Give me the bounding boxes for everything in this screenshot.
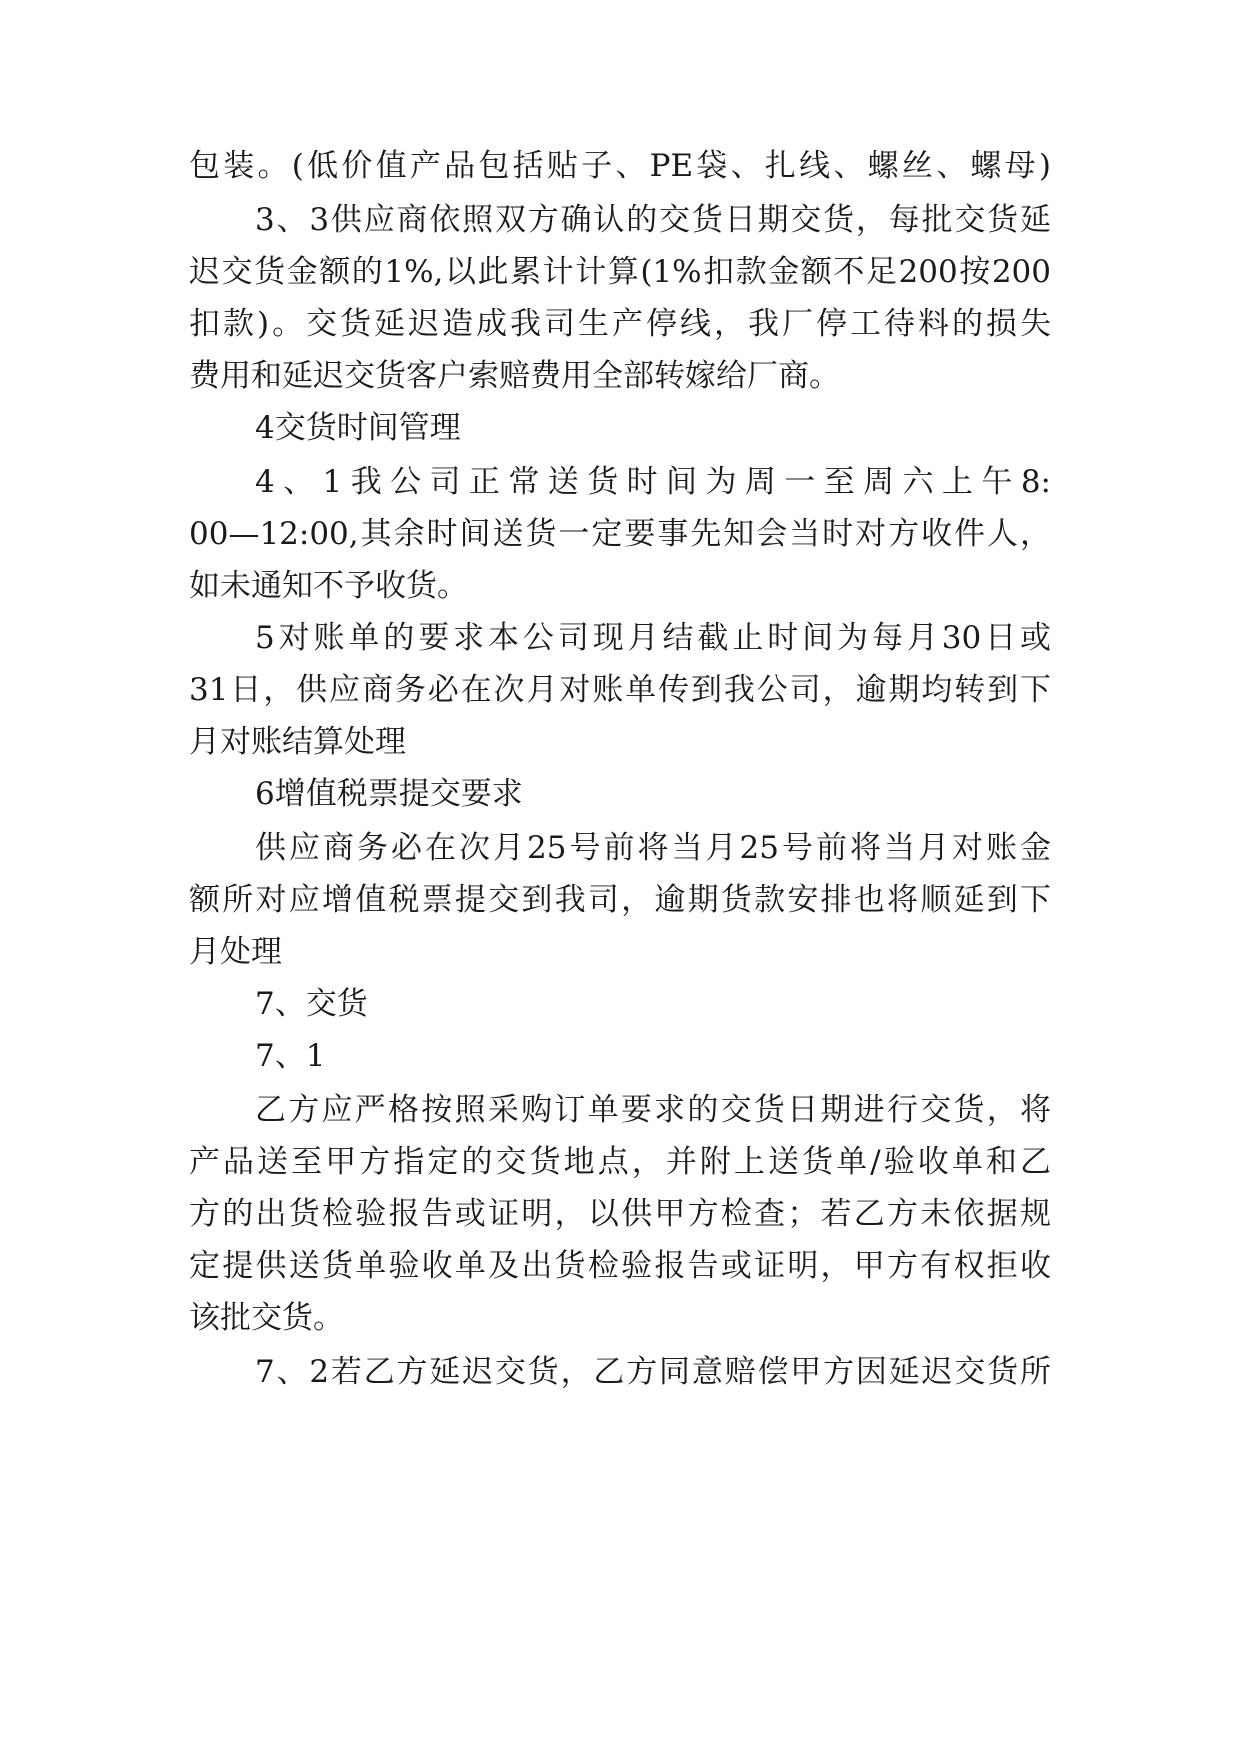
text-line: 该批交货。 (189, 1300, 344, 1336)
text-line: 供应商务必在次月25号前将当月25号前将当月对账金 (255, 830, 1051, 866)
text-line: 月处理 (189, 934, 282, 970)
text-line: 4、1我公司正常送货时间为周一至周六上午8: (255, 464, 1051, 500)
text-line: 月对账结算处理 (189, 724, 406, 760)
text-line: 5对账单的要求本公司现月结截止时间为每月30日或 (255, 620, 1051, 656)
text-line: 乙方应严格按照采购订单要求的交货日期进行交货，将 (255, 1092, 1051, 1128)
text-line: 包装。(低价值产品包括贴子、PE袋、扎线、螺丝、螺母) (189, 148, 1051, 184)
text-line: 3、3供应商依照双方确认的交货日期交货，每批交货延 (255, 202, 1051, 238)
text-line: 扣款)。交货延迟造成我司生产停线，我厂停工待料的损失 (189, 306, 1051, 342)
text-line: 定提供送货单验收单及出货检验报告或证明，甲方有权拒收 (189, 1248, 1051, 1284)
section-heading: 6增值税票提交要求 (255, 776, 523, 812)
text-line: 7、2若乙方延迟交货，乙方同意赔偿甲方因延迟交货所 (255, 1354, 1051, 1390)
text-line: 迟交货金额的1%,以此累计计算(1%扣款金额不足200按200 (189, 254, 1051, 290)
text-line: 产品送至甲方指定的交货地点，并附上送货单/验收单和乙 (189, 1144, 1051, 1180)
text-line: 费用和延迟交货客户索赔费用全部转嫁给厂商。 (189, 358, 840, 394)
section-heading: 7、交货 (255, 986, 368, 1022)
text-line: 如未通知不予收货。 (189, 568, 468, 604)
section-heading: 7、1 (255, 1038, 326, 1074)
text-line: 31日，供应商务必在次月对账单传到我公司，逾期均转到下 (189, 672, 1051, 708)
section-heading: 4交货时间管理 (255, 410, 461, 446)
text-line: 00—12:00,其余时间送货一定要事先知会当时对方收件人， (189, 516, 1051, 552)
text-line: 方的出货检验报告或证明，以供甲方检查；若乙方未依据规 (189, 1196, 1051, 1232)
text-line: 额所对应增值税票提交到我司，逾期货款安排也将顺延到下 (189, 882, 1051, 918)
